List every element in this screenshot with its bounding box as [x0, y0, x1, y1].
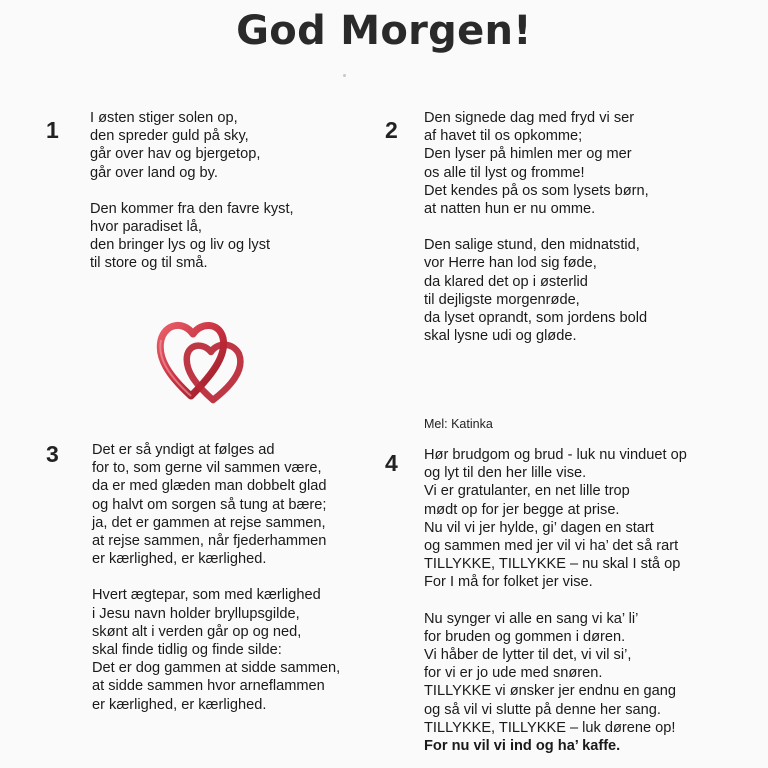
verse-line: til store og til små. [90, 255, 208, 272]
verse-line: den bringer lys og liv og lyst [90, 237, 271, 254]
verse-4-text [424, 446, 687, 755]
verse-line: den spreder guld på sky, [90, 128, 249, 145]
verse-line: Den kommer fra den favre kyst, [90, 200, 294, 217]
stanza-gap [424, 218, 649, 236]
verse-line: da er med glæden man dobbelt glad [92, 478, 327, 495]
verse-line: for vi er jo ude med snøren. [424, 665, 603, 682]
double-heart-icon [155, 314, 247, 404]
verse-line: TILLYKKE, TILLYKKE – luk dørene op! [424, 719, 676, 736]
verse-line: og lyt til den her lille vise. [424, 465, 587, 482]
verse-line: Det kendes på os som lysets børn, [424, 182, 649, 199]
verse-line: at sidde sammen hvor arneflammen [92, 678, 325, 695]
verse-line: er kærlighed, er kærlighed. [92, 696, 267, 713]
verse-line: at natten hun er nu omme. [424, 201, 596, 218]
verse-line: Vi håber de lytter til det, vi vil si’, [424, 647, 632, 664]
verse-line: TILLYKKE vi ønsker jer endnu en gang [424, 683, 677, 700]
verse-line: for bruden og gommen i døren. [424, 628, 626, 645]
verse-line: Det er dog gammen at sidde sammen, [92, 660, 341, 677]
verse-line: Nu vil vi jer hylde, gi’ dagen en start [424, 519, 654, 536]
verse-line: mødt op for jer begge at prise. [424, 501, 620, 518]
stanza-gap [92, 568, 340, 586]
verse-line: i Jesu navn holder bryllupsgilde, [92, 605, 300, 622]
melody-note: Mel: Katinka [424, 417, 493, 431]
verse-4-number: 4 [385, 450, 398, 476]
verse-2-text [424, 109, 649, 345]
verse-2-number: 2 [385, 117, 398, 143]
verse-line: da klared det op i østerlid [424, 273, 588, 290]
verse-line: skal finde tidlig og finde silde: [92, 642, 282, 659]
verse-line: Den salige stund, den midnatstid, [424, 237, 640, 254]
verse-line: for to, som gerne vil sammen være, [92, 460, 322, 477]
verse-line: Den lyser på himlen mer og mer [424, 146, 632, 163]
verse-line: skønt alt i verden går op og ned, [92, 623, 302, 640]
page-title: God Morgen! [236, 8, 532, 54]
verse-line: For I må for folket jer vise. [424, 574, 593, 591]
verse-line: skal lysne udi og gløde. [424, 328, 577, 345]
verse-line: Hør brudgom og brud - luk nu vinduet op [424, 447, 687, 463]
verse-line: vor Herre han lod sig føde, [424, 255, 597, 272]
verse-line: Det er så yndigt at følges ad [92, 442, 275, 458]
verse-1-number: 1 [46, 117, 59, 143]
verse-line: er kærlighed, er kærlighed. [92, 551, 267, 568]
verse-line: Hvert ægtepar, som med kærlighed [92, 587, 321, 604]
verse-line: og sammen med jer vil vi ha’ det så rart [424, 538, 679, 555]
verse-line: Vi er gratulanter, en net lille trop [424, 483, 630, 500]
verse-line: og så vil vi slutte på denne her sang. [424, 701, 661, 718]
verse-line: ja, det er gammen at rejse sammen, [92, 514, 326, 531]
verse-line: os alle til lyst og fromme! [424, 164, 585, 181]
verse-line: da lyset oprandt, som jordens bold [424, 310, 648, 327]
verse-line: til dejligste morgenrøde, [424, 291, 580, 308]
verse-line: af havet til os opkomme; [424, 128, 583, 145]
verse-line: I østen stiger solen op, [90, 110, 238, 126]
stanza-gap [424, 592, 687, 610]
verse-line: går over hav og bjergetop, [90, 146, 261, 163]
stanza-gap [90, 182, 294, 200]
verse-3-number: 3 [46, 441, 59, 467]
verse-line: TILLYKKE, TILLYKKE – nu skal I stå op [424, 556, 681, 573]
verse-line: Nu synger vi alle en sang vi ka’ li’ [424, 610, 639, 627]
verse-line: og halvt om sorgen så tung at bære; [92, 496, 327, 513]
stray-dot [343, 74, 346, 77]
verse-closing-line: For nu vil vi ind og ha’ kaffe. [424, 738, 621, 755]
verse-3-text [92, 441, 340, 714]
verse-1-text [90, 109, 294, 273]
verse-line: hvor paradiset lå, [90, 219, 202, 236]
verse-line: går over land og by. [90, 164, 218, 181]
verse-line: Den signede dag med fryd vi ser [424, 110, 635, 126]
verse-line: at rejse sammen, når fjederhammen [92, 533, 327, 550]
